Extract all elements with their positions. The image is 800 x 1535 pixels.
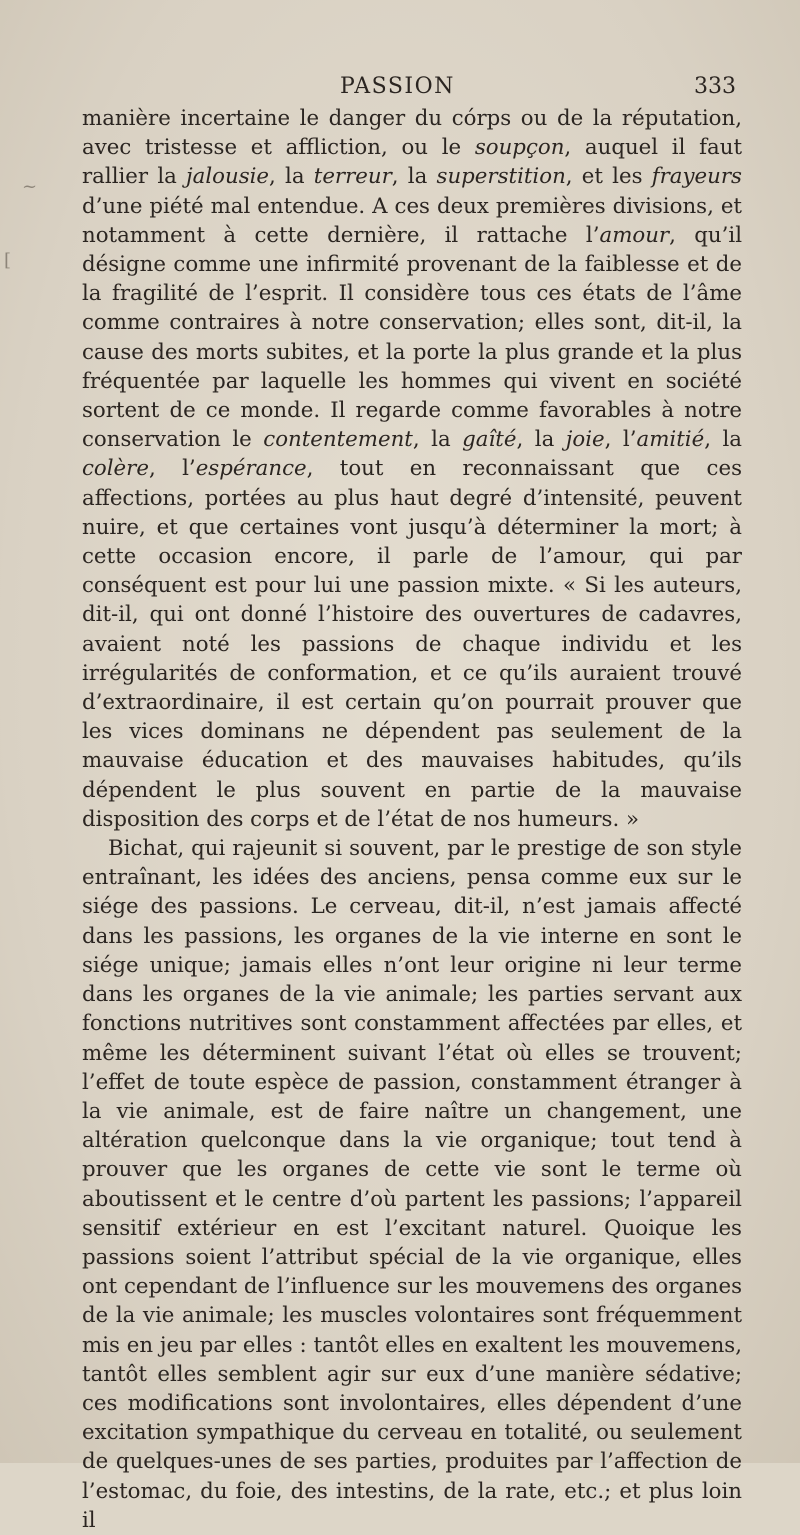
- text-run: , la: [269, 164, 314, 190]
- paragraph: [82, 104, 742, 834]
- italic-term: jalousie: [186, 164, 270, 190]
- italic-term: joie: [565, 427, 605, 453]
- text-run: , la: [412, 427, 463, 453]
- italic-term: terreur: [313, 164, 392, 190]
- italic-term: soupçon: [474, 135, 565, 161]
- text-run: , la: [391, 164, 437, 190]
- text-run: d’une piété mal entendue. A ces deux premières divisions, et notamment à cette dernière, il rattache l’: [82, 193, 742, 248]
- italic-term: amour: [599, 222, 670, 248]
- italic-term: gaîté: [462, 427, 517, 453]
- italic-term: amitié: [636, 427, 705, 453]
- margin-bracket-mark: [: [4, 250, 12, 271]
- text-run: , l’: [604, 427, 637, 453]
- text-run: , tout en reconnaissant que ces affections, portées au plus haut degré d’intensité, peuvent nuire, et que certaines vont jusqu’à déterminer la mort; à cette occasion encore, il parle de l’amour, qui par conséquent est pour lui une passion mixte. « Si les auteurs, dit-il, qui ont donné l’histoire des ouvertures de cadavres, avaient noté les passions de chaque individu et les irrégularités de conformation, et ce qu’ils auraient trouvé d’extraordinaire, il est certain qu’on pourrait prouver que les vices dominans ne dépendent pas seulement de la mauvaise éducation et des mauvaises habitudes, qu’ils dépendent le plus souvent en partie de la mauvaise disposition des corps et de l’état de nos humeurs. »: [82, 456, 743, 832]
- text-run: , qu’il désigne comme une infirmité provenant de la faiblesse et de la fragilité de l’esprit. Il considère tous ces états de l’âme comme contraires à notre conservation; elles sont, dit-il, la cause des morts subites, et la porte la plus grande et la plus fréquentée par laquelle les hommes qui vivent en société sortent de ce monde. Il regarde comme favorables à notre conservation le: [82, 222, 743, 453]
- italic-term: contentement: [263, 427, 413, 453]
- italic-term: superstition: [436, 164, 566, 190]
- italic-term: colère: [82, 456, 149, 482]
- paragraph: [82, 834, 742, 1535]
- text-run: , l’: [148, 456, 196, 482]
- text-run: , et les: [565, 164, 652, 190]
- text-run: manière incertaine le danger du córps ou de la réputation, avec tristesse et affliction, ou le: [82, 106, 742, 161]
- running-head: PASSION: [340, 74, 455, 99]
- text-run: , auquel il faut rallier la: [82, 135, 742, 190]
- body-text: [82, 104, 742, 1535]
- italic-term: frayeurs: [651, 164, 742, 190]
- text-run: Bichat, qui rajeunit si souvent, par le prestige de son style entraînant, les idées des anciens, pensa comme eux sur le siége des passions. Le cerveau, dit-il, n’est jamais affecté dans les passions, les organes de la vie interne en sont le siége unique; jamais elles n’ont leur origine ni leur terme dans les organes de la vie animale; les parties servant aux fonctions nutritives sont constamment affectées par elles, et même les déterminent suivant l’état où elles se trouvent; l’effet de toute espèce de passion, constamment étranger à la vie animale, est de faire naître un changement, une altération quelconque dans la vie organique; tout tend à prouver que les organes de cette vie sont le terme où aboutissent et le centre d’où partent les passions; l’appareil sensitif extérieur en est l’excitant naturel. Quoique les passions soient l’attribut spécial de la vie organique, elles ont cependant de l’influence sur les mouvemens des organes de la vie animale; les muscles volontaires sont fréquemment mis en jeu par elles : tantôt elles en exaltent les mouvemens, tantôt elles semblent agir sur eux d’une manière sédative; ces modifications sont involontaires, elles dépendent d’une excitation sympathique du cerveau en totalité, ou seulement de quelques-unes de ses parties, produites par l’affection de l’estomac, du foie, des intestins, de la rate, etc.; et plus loin il: [82, 836, 742, 1533]
- text-run: , la: [516, 427, 566, 453]
- margin-mark: ~: [22, 176, 38, 197]
- page-number: 333: [694, 74, 736, 99]
- text-run: , la: [704, 427, 742, 453]
- italic-term: espérance: [195, 456, 307, 482]
